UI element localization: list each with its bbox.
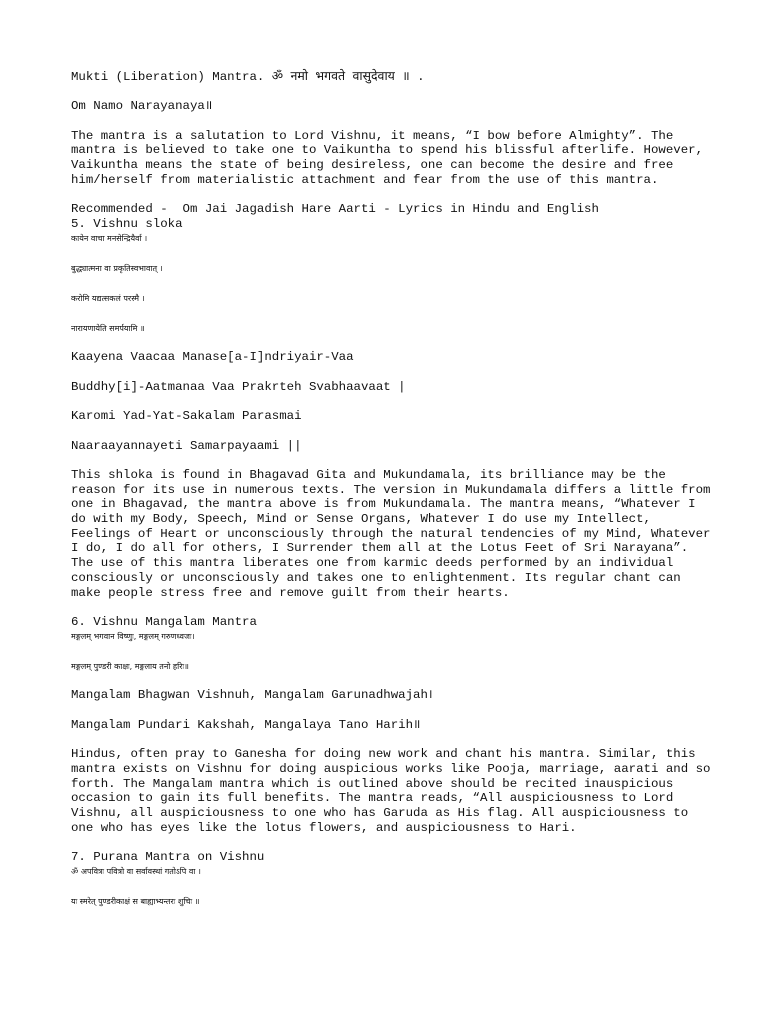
sloka-devanagari-line: नारायणायेति समर्पयामि ॥	[71, 323, 145, 333]
sloka-devanagari-line: बुद्ध्यात्मना वा प्रकृतिस्वभावात् ।	[71, 263, 163, 273]
mangalam-description: Hindus, often pray to Ganesha for doing new work and chant his mantra. Similar, this mantra exists on Vishnu for doing auspicious works like Pooja, marriage, aarati and so forth. The Mangalam mantra which is outlined above should be recited inauspicious occasion to gain its full benefits. The mantra reads, “All auspiciousness to Lord Vishnu, all auspiciousness to one who has Garuda as His flag. All auspiciousness to one who has eyes like the lotus flowers, and auspiciousness to Hari.	[71, 747, 718, 835]
mangalam-transliteration-line: Mangalam Pundari Kakshah, Mangalaya Tano Harih॥	[71, 717, 421, 732]
mangalam-devanagari-line: मङ्गलम् पुण्डरी काक्षः, मङ्गलाय तनो हरिः॥	[71, 661, 189, 671]
mukti-description: The mantra is a salutation to Lord Vishnu, it means, “I bow before Almighty”. The mantra is believed to take one to Vaikuntha to spend his blissful afterlife. However, Vaikuntha means the state of being desireless, one can become the desire and free him/herself from materialistic attachment and fear from the use of this mantra.	[71, 128, 711, 187]
purana-devanagari-line: ॐ अपवित्रः पवित्रो वा सर्वावस्थां गतोऽपि वा ।	[71, 866, 201, 876]
mangalam-devanagari-line: मङ्गलम् भगवान विष्णुः, मङ्गलम् गरुणध्वजः।	[71, 631, 195, 641]
sloka-description: This shloka is found in Bhagavad Gita and Mukundamala, its brilliance may be the reason for its use in numerous texts. The version in Mukundamala differs a little from one in Bhagavad, the mantra above is from Mukundamala. The mantra means, “Whatever I do with my Body, Speech, Mind or Sense Organs, Whatever I do use my Intellect, Feelings of Heart or unconsciously through the natural tendencies of my Mind, Whatever I do, I do all for others, I Surrender them all at the Lotus Feet of Sri Narayana”. The use of this mantra liberates one from karmic deeds performed by an individual consciously or unconsciously and takes one to enlightenment. Its regular chant can make people stress free and remove guilt from their hearts.	[71, 467, 718, 600]
sloka-transliteration-line: Buddhy[i]-Aatmanaa Vaa Prakrteh Svabhaavaat |	[71, 379, 406, 394]
mukti-title: Mukti (Liberation) Mantra. ॐ नमो भगवते वासुदेवाय ॥ .	[71, 70, 425, 84]
recommended-link[interactable]: Recommended - Om Jai Jagadish Hare Aarti - Lyrics in Hindu and English	[71, 202, 599, 217]
mangalam-transliteration-line: Mangalam Bhagwan Vishnuh, Mangalam Garunadhwajah।	[71, 688, 433, 703]
section-heading-7: 7. Purana Mantra on Vishnu	[71, 850, 265, 865]
section-heading-6: 6. Vishnu Mangalam Mantra	[71, 614, 257, 629]
sloka-devanagari-line: करोमि यद्यत्सकलं परस्मै ।	[71, 293, 145, 303]
section-heading-5: 5. Vishnu sloka	[71, 216, 183, 231]
purana-devanagari-line: यः स्मरेत् पुण्डरीकाक्षं स बाह्याभ्यन्तरः शुचिः ॥	[71, 896, 200, 906]
sloka-transliteration-line: Karomi Yad-Yat-Sakalam Parasmai	[71, 409, 302, 424]
sloka-transliteration-line: Kaayena Vaacaa Manase[a-I]ndriyair-Vaa	[71, 350, 354, 365]
document-page	[71, 70, 718, 909]
sloka-transliteration-line: Naaraayannayeti Samarpayaami ||	[71, 438, 302, 453]
sloka-devanagari-line: कायेन वाचा मनसेन्द्रियैर्वा ।	[71, 233, 148, 243]
mukti-transliteration: Om Namo Narayanaya॥	[71, 99, 213, 114]
